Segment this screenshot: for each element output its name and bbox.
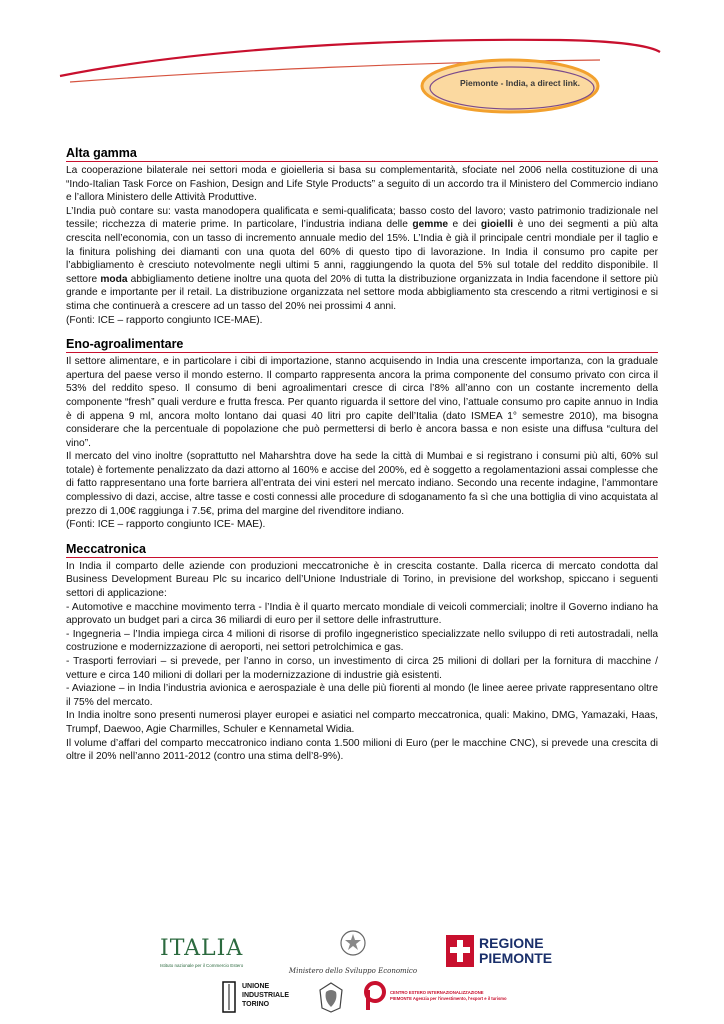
banner-swoosh-graphic xyxy=(0,0,724,130)
section-title: Alta gamma xyxy=(66,146,658,162)
paragraph: In India inoltre sono presenti numerosi player europei e asiatici nel comparto meccatronica, quali: Makino, DMG, Yamazaki, Haas, Trumpf, Daewoo, Agie Charmilles, Schuler e Kennametal Widia. xyxy=(66,710,658,735)
unione-text: UNIONE INDUSTRIALE TORINO xyxy=(242,983,290,1008)
section-title: Eno-agroalimentare xyxy=(66,337,658,353)
paragraph: L’India può contare su: vasta manodopera qualificata e semi-qualificata; basso costo del lavoro; vasto patrimonio tradizionale nel tessile; ricchezza di materie prime. In particolare, l’industria indiana delle gemme e dei gioielli è uno dei segmenti a più alta crescita nell’economia, con un tasso di incremento annuale medio del 15%. L’India è già il principale centri mondiale per il taglio e la finitura polishing dei diamanti con una quota del 60% di questo tipo di lavorazione. In India il consumo pro capite per l’abbigliamento è cresciuto notevolmente negli ultimi 5 anni, raggiungendo la quota del 5% sul totale del reddito disponibile. Il settore moda abbigliamento detiene inoltre una quota del 20% di tutta la distribuzione organizzata in India facendone il settore più grande e importante per il retail. La distribuzione organizzata nel settore moda abbigliamento sta crescendo a ritmi vertiginosi e si stima che continuerà a crescere ad un tasso del 20% nei prossimi 4 anni. xyxy=(66,205,658,312)
unione-column-icon xyxy=(220,980,238,1014)
source-note: (Fonti: ICE – rapporto congiunto ICE-MAE). xyxy=(66,314,263,326)
ministero-script: Ministero dello Sviluppo Economico xyxy=(288,967,418,975)
italia-subtitle: Istituto nazionale per il Commercio Estero xyxy=(160,963,244,968)
main-content xyxy=(66,146,658,774)
footer-logos xyxy=(0,920,724,1024)
regione-shield-icon xyxy=(445,934,475,968)
list-item: - Aviazione – in India l’industria avionica e aerospaziale è una delle più fiorenti al mondo (le linee aeree private rappresentano oltre il 75% del mercato. xyxy=(66,683,658,708)
list-item: - Ingegneria – l’India impiega circa 4 milioni di risorse di profilo ingegneristico specializzate nello sviluppo di reti autostradali, nella costruzione e modernizzazione di aeroporti, nei settori petrolchimica e gas. xyxy=(66,628,658,654)
republic-emblem-icon xyxy=(338,928,368,960)
paragraph: In India il comparto delle aziende con produzioni meccatroniche è in crescita costante. Dalla ricerca di mercato condotta dal Business Development Bureau Plc su incarico dell’Unione Industriale di Torino, in previsione del workshop, spiccano i seguenti settori di applicazione: xyxy=(66,560,658,600)
section-meccatronica xyxy=(66,542,658,764)
unione-industriale-logo xyxy=(220,980,350,1020)
section-eno-agroalimentare xyxy=(66,337,658,532)
confindustria-emblem-icon xyxy=(316,980,346,1014)
paragraph: La cooperazione bilaterale nei settori moda e gioielleria si basa su complementarità, sfociate nel 2006 nella costituzione di una “Indo-Italian Task Force on Fashion, Design and Life Style Products” a seguito di un accordo tra il Ministero del Commercio indiano e l’allora Ministero delle Attività Produttive. xyxy=(66,165,658,204)
paragraph: Il volume d’affari del comparto meccatronico indiano conta 1.500 milioni di Euro (per le macchine CNC), si prevede una crescita di oltre il 20% nell’anno 2011-2012 (contro una stima dell’8-9%). xyxy=(66,737,658,763)
regione-text: REGIONE PIEMONTE xyxy=(479,935,553,966)
section-alta-gamma xyxy=(66,146,658,327)
paragraph: Il settore alimentare, e in particolare i cibi di importazione, stanno acquisendo in India una crescente importanza, con la graduale apertura del paese verso il mondo esterno. Il comparto rappresenta ancora la prima componente del consumo privato con circa il 53% del reddito speso. Il consumo di beni agroalimentari cresce di circa l’8% all’anno con un costante incremento della componente “fresh” quali verdure e frutta fresca. Per quanto riguarda il settore del vino, l’attuale consumo pro capite annuo in India è di appena 9 ml, ancora molto lontano dai quasi 40 litri pro capite dell’Italia (dato ISMEA 1° semestre 2010), ma bisogna considerare che la percentuale di popolazione che può permettersi di berlo è ancora bassa e non esiste una diffusa “cultura del vino”. xyxy=(66,356,658,449)
italia-wordmark: ITALIA xyxy=(160,936,244,961)
paragraph: Il mercato del vino inoltre (soprattutto nel Maharshtra dove ha sede la città di Mumbai e si registrano i consumi più alti, 60% sul totale) è fortemente penalizzato da dazi attorno al 160% e accise del 200%, ed è soggetto a regolamentazioni assai complesse che di fatto rappresentano una forte barriera all’entrata dei vini esteri nel mercato indiano. Secondo una recente indagine, l’ammontare complessivo di dazi, accise, altre tasse e costi connessi alle procedure di sdoganamento fa sì che una bottiglia di vino acquistata al prezzo di 1,00€ raggiunga i 7.5€, prima del margine del rivenditore indiano. xyxy=(66,451,658,517)
section-title: Meccatronica xyxy=(66,542,658,558)
ceip-p-icon xyxy=(362,980,388,1012)
list-item: - Automotive e macchine movimento terra - l’India è il quarto mercato mondiale di veicoli commerciali; inoltre il Governo indiano ha approvato un budget pari a circa 36 miliardi di euro per il settore delle infrastrutture. xyxy=(66,601,658,627)
source-note: (Fonti: ICE – rapporto congiunto ICE- MAE). xyxy=(66,519,266,531)
ice-italia-logo xyxy=(160,936,280,980)
ceip-text: CENTRO ESTERO INTERNAZIONALIZZAZIONE PIEMONTE Agenzia per l'investimento, l'export e il turismo xyxy=(390,990,507,1001)
header-banner xyxy=(0,0,724,130)
ministero-logo xyxy=(288,928,418,983)
ceipiemonte-logo xyxy=(362,980,507,1020)
banner-label: Piemonte - India, a direct link. xyxy=(460,78,580,88)
regione-piemonte-logo xyxy=(445,934,565,974)
list-item: - Trasporti ferroviari – si prevede, per l’anno in corso, un investimento di circa 25 milioni di dollari per la fornitura di macchine / vetture e circa 140 milioni di dollari per la modernizzazione di industrie già esistenti. xyxy=(66,656,658,681)
